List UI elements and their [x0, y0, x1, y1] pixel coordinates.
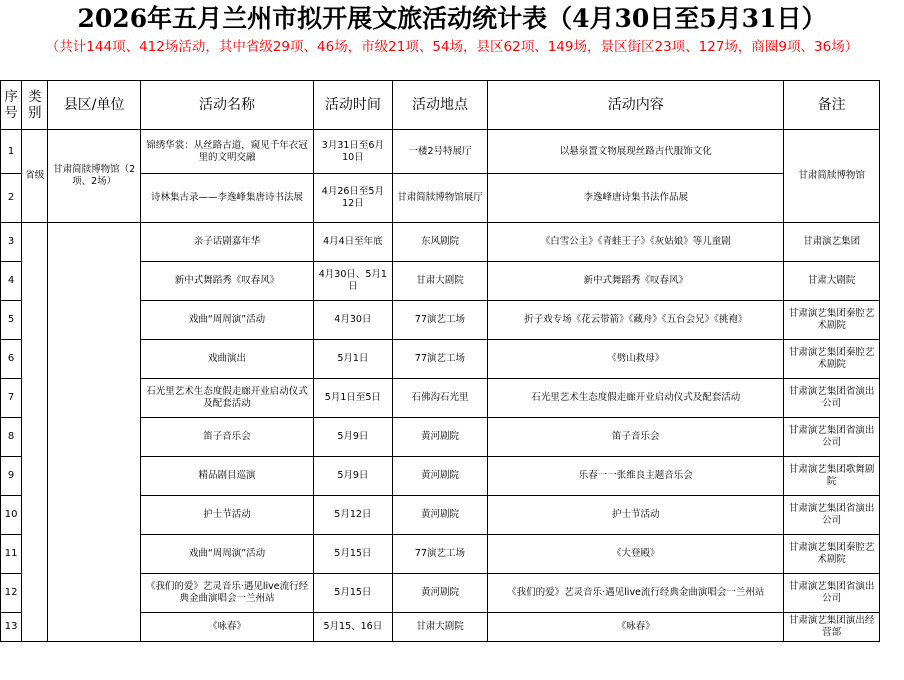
- cell-content: 石光里艺术生态度假走廊开业启动仪式及配套活动: [488, 379, 784, 418]
- cell-note: 甘肃大剧院: [784, 262, 880, 301]
- cell-note: 甘肃演艺集团秦腔艺术剧院: [784, 301, 880, 340]
- cell-time: 5月12日: [314, 496, 393, 535]
- cell-note: 甘肃演艺集团省演出公司: [784, 496, 880, 535]
- header-note: 备注: [784, 81, 880, 130]
- cell-unit-empty: [48, 223, 141, 642]
- cell-time: 4月30日、5月1日: [314, 262, 393, 301]
- header-place: 活动地点: [392, 81, 488, 130]
- cell-note: 甘肃演艺集团省演出公司: [784, 574, 880, 613]
- cell-content: 《我们的爱》艺灵音乐·遇见live流行经典金曲演唱会一兰州站: [488, 574, 784, 613]
- cell-name: 石光里艺术生态度假走廊开业启动仪式及配套活动: [140, 379, 313, 418]
- cell-time: 3月31日至6月10日: [314, 130, 393, 174]
- header-row: [1, 81, 880, 130]
- cell-seq: 8: [1, 418, 22, 457]
- cell-content: 折子戏专场《花云带箭》《藏舟》《五台会兄》《挑袍》: [488, 301, 784, 340]
- cell-place: 黄河剧院: [392, 418, 488, 457]
- cell-place: 黄河剧院: [392, 574, 488, 613]
- cell-note: 甘肃演艺集团省演出公司: [784, 379, 880, 418]
- header-category: 类别: [22, 81, 48, 130]
- cell-note: 甘肃演艺集团秦腔艺术剧院: [784, 535, 880, 574]
- cell-time: 5月15日: [314, 535, 393, 574]
- cell-note: 甘肃演艺集团省演出公司: [784, 418, 880, 457]
- cell-name: 精品剧目巡演: [140, 457, 313, 496]
- header-unit: 县区/单位: [48, 81, 141, 130]
- cell-name: 戏曲“周周演”活动: [140, 301, 313, 340]
- cell-name: 锦绣华裳：从丝路古道，窥见千年衣冠里的文明交融: [140, 130, 313, 174]
- cell-content: 《白雪公主》《青蛙王子》《灰姑娘》等儿童剧: [488, 223, 784, 262]
- cell-time: 5月9日: [314, 457, 393, 496]
- cell-content: 新中式舞蹈秀《叹春风》: [488, 262, 784, 301]
- header-name: 活动名称: [140, 81, 313, 130]
- cell-time: 5月15、16日: [314, 613, 393, 642]
- cell-name: 新中式舞蹈秀《叹春风》: [140, 262, 313, 301]
- activity-table: [0, 80, 880, 642]
- cell-place: 甘肃简牍博物馆展厅: [392, 174, 488, 223]
- cell-content: 以悬泉置文物展现丝路古代服饰文化: [488, 130, 784, 174]
- cell-seq: 5: [1, 301, 22, 340]
- cell-time: 4月4日至年底: [314, 223, 393, 262]
- cell-seq: 4: [1, 262, 22, 301]
- cell-place: 东风剧院: [392, 223, 488, 262]
- header-time: 活动时间: [314, 81, 393, 130]
- cell-seq: 13: [1, 613, 22, 642]
- cell-note: 甘肃简牍博物馆: [784, 130, 880, 223]
- cell-seq: 10: [1, 496, 22, 535]
- cell-place: 77演艺工场: [392, 301, 488, 340]
- table-row: [1, 223, 880, 262]
- cell-place: 77演艺工场: [392, 340, 488, 379]
- cell-time: 5月9日: [314, 418, 393, 457]
- cell-seq: 7: [1, 379, 22, 418]
- cell-content: 乐春一一张维良主题音乐会: [488, 457, 784, 496]
- cell-seq: 12: [1, 574, 22, 613]
- cell-place: 77演艺工场: [392, 535, 488, 574]
- cell-time: 4月26日至5月12日: [314, 174, 393, 223]
- cell-time: 4月30日: [314, 301, 393, 340]
- cell-category-empty: [22, 223, 48, 642]
- cell-place: 甘肃大剧院: [392, 613, 488, 642]
- page-subtitle: （共计144项、412场活动，其中省级29项、46场，市级21项、54场，县区62项、149场，景区街区23项、127场，商圈9项、36场）: [45, 39, 859, 55]
- header-seq: 序号: [1, 81, 22, 130]
- cell-content: 李逸峰唐诗集书法作品展: [488, 174, 784, 223]
- cell-note: 甘肃演艺集团: [784, 223, 880, 262]
- cell-unit: 甘肃简牍博物馆（2项、2场）: [48, 130, 141, 223]
- cell-place: 一楼2号特展厅: [392, 130, 488, 174]
- cell-seq: 9: [1, 457, 22, 496]
- cell-content: 《大登殿》: [488, 535, 784, 574]
- cell-name: 戏曲“周周演”活动: [140, 535, 313, 574]
- cell-content: 《咏春》: [488, 613, 784, 642]
- cell-seq: 3: [1, 223, 22, 262]
- cell-seq: 11: [1, 535, 22, 574]
- cell-name: 《咏春》: [140, 613, 313, 642]
- sheet-margin: [880, 80, 904, 680]
- cell-name: 诗林集古录——李逸峰集唐诗书法展: [140, 174, 313, 223]
- page-title: 2026年五月兰州市拟开展文旅活动统计表（4月30日至5月31日）: [77, 4, 827, 33]
- cell-place: 石佛沟石光里: [392, 379, 488, 418]
- cell-name: 笛子音乐会: [140, 418, 313, 457]
- cell-seq: 1: [1, 130, 22, 174]
- cell-name: 亲子话剧嘉年华: [140, 223, 313, 262]
- cell-place: 甘肃大剧院: [392, 262, 488, 301]
- cell-time: 5月15日: [314, 574, 393, 613]
- cell-place: 黄河剧院: [392, 496, 488, 535]
- cell-content: 护士节活动: [488, 496, 784, 535]
- cell-note: 甘肃演艺集团歌舞剧院: [784, 457, 880, 496]
- cell-seq: 6: [1, 340, 22, 379]
- header-content: 活动内容: [488, 81, 784, 130]
- cell-content: 《劈山救母》: [488, 340, 784, 379]
- cell-time: 5月1日至5日: [314, 379, 393, 418]
- cell-category: 省级: [22, 130, 48, 223]
- cell-name: 《我们的爱》艺灵音乐·遇见live流行经典金曲演唱会一兰州站: [140, 574, 313, 613]
- cell-note: 甘肃演艺集团秦腔艺术剧院: [784, 340, 880, 379]
- cell-time: 5月1日: [314, 340, 393, 379]
- table-row: [1, 130, 880, 174]
- cell-place: 黄河剧院: [392, 457, 488, 496]
- cell-content: 笛子音乐会: [488, 418, 784, 457]
- cell-name: 戏曲演出: [140, 340, 313, 379]
- cell-note: 甘肃演艺集团演出经营部: [784, 613, 880, 642]
- cell-seq: 2: [1, 174, 22, 223]
- cell-name: 护士节活动: [140, 496, 313, 535]
